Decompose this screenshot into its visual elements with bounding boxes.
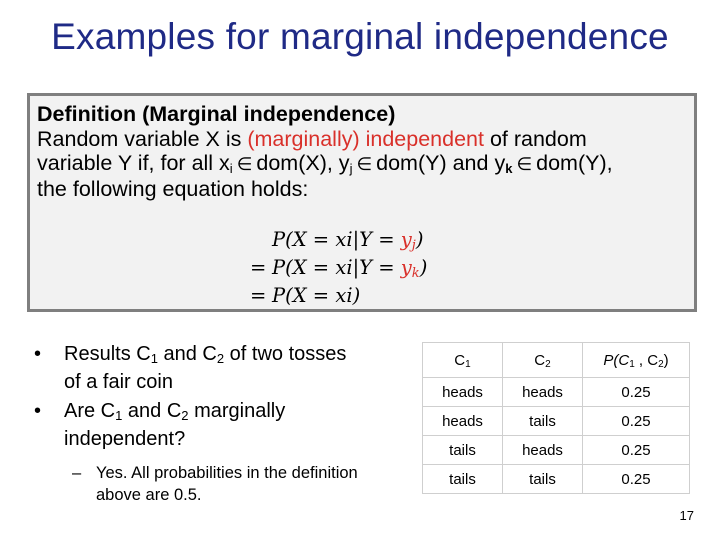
bullet-subscript: 2 xyxy=(181,408,189,423)
header-subscript: 2 xyxy=(658,358,664,370)
header-subscript: 2 xyxy=(545,358,551,370)
bullet-text: and C xyxy=(157,343,217,365)
eq1-y: y xyxy=(400,228,412,251)
definition-dom-y2: dom(Y), xyxy=(536,151,613,175)
equation-line-3 xyxy=(250,282,427,310)
table-row xyxy=(423,378,690,407)
eq1-close: ) xyxy=(415,228,424,251)
bullet-marker: • xyxy=(34,343,42,365)
definition-box xyxy=(27,93,697,312)
bullet-list xyxy=(34,340,364,506)
bullet-text: of two tosses of a fair coin xyxy=(64,343,347,393)
element-of-symbol: ∈ xyxy=(356,154,373,174)
eq1-sub: j xyxy=(411,238,416,253)
eq1-text: P(X = xi|Y = xyxy=(272,228,401,251)
header-text: C xyxy=(454,351,466,369)
eq2-close: ) xyxy=(419,256,428,279)
header-subscript: 1 xyxy=(629,358,635,370)
bullet-text: Are C xyxy=(64,400,116,422)
definition-line-2 xyxy=(37,151,687,177)
table-cell: tails xyxy=(503,465,583,494)
equation-line-2 xyxy=(250,254,427,282)
bullet-item xyxy=(34,340,364,396)
table-cell: heads xyxy=(503,436,583,465)
definition-line1-pre: Random variable X is xyxy=(37,126,248,151)
bullet-item xyxy=(34,397,364,453)
bullet-subscript: 1 xyxy=(150,351,158,366)
eq2-text: P(X = xi|Y = xyxy=(272,256,401,279)
bullet-subscript: 1 xyxy=(115,408,123,423)
definition-dom-y: dom(Y) and y xyxy=(376,151,506,175)
header-joint-prob xyxy=(583,343,690,378)
element-of-symbol: ∈ xyxy=(236,154,253,174)
subscript-k: k xyxy=(505,161,513,176)
element-of-symbol: ∈ xyxy=(516,154,533,174)
table-cell: tails xyxy=(503,407,583,436)
subscript-j: j xyxy=(349,161,353,176)
highlight-term: (marginally) independent xyxy=(247,126,484,151)
table-cell: heads xyxy=(503,378,583,407)
header-c1 xyxy=(423,343,503,378)
subscript-i: i xyxy=(229,161,233,176)
definition-line1-post: of random xyxy=(483,126,587,151)
table-header-row xyxy=(423,343,690,378)
equation-line-1 xyxy=(250,226,427,254)
sub-bullet-item xyxy=(34,462,364,506)
header-text: , C xyxy=(634,351,659,369)
table-row xyxy=(423,436,690,465)
bullet-marker: • xyxy=(34,400,42,422)
header-text: C xyxy=(534,351,546,369)
table-cell: heads xyxy=(423,378,503,407)
probability-table xyxy=(422,342,690,494)
bullet-text: marginally independent? xyxy=(64,400,286,450)
eq2-sub: k xyxy=(411,266,420,281)
eq3-equals: = xyxy=(250,284,267,307)
definition-dom-x: dom(X), y xyxy=(256,151,350,175)
sub-bullet-marker: – xyxy=(72,464,82,482)
bullet-text: Results C xyxy=(64,343,151,365)
table-cell: tails xyxy=(423,436,503,465)
sub-bullet-text: Yes. All probabilities in the definition above are 0.5. xyxy=(96,464,358,504)
slide-title: Examples for marginal independence xyxy=(51,16,669,57)
table-row xyxy=(423,465,690,494)
table-cell: tails xyxy=(423,465,503,494)
page-number: 17 xyxy=(679,508,694,523)
table-cell: 0.25 xyxy=(583,378,690,407)
eq2-y: y xyxy=(400,256,412,279)
header-c2 xyxy=(503,343,583,378)
eq2-equals: = xyxy=(250,256,267,279)
definition-line2-a: variable Y if, for all x xyxy=(37,151,230,175)
eq3-text: P(X = xi) xyxy=(272,284,361,307)
definition-text xyxy=(37,102,687,201)
table-cell: 0.25 xyxy=(583,407,690,436)
table-cell: 0.25 xyxy=(583,465,690,494)
definition-line-1 xyxy=(37,127,687,152)
bullet-subscript: 2 xyxy=(216,351,225,366)
bullet-text: and C xyxy=(122,400,182,422)
table-cell: 0.25 xyxy=(583,436,690,465)
header-text: ) xyxy=(663,351,669,369)
table-cell: heads xyxy=(423,407,503,436)
definition-line-3: the following equation holds: xyxy=(37,176,309,201)
header-text: P(C xyxy=(603,351,630,369)
table-row xyxy=(423,407,690,436)
equations xyxy=(250,226,427,310)
header-subscript: 1 xyxy=(465,358,471,370)
definition-heading: Definition (Marginal independence) xyxy=(37,102,396,126)
